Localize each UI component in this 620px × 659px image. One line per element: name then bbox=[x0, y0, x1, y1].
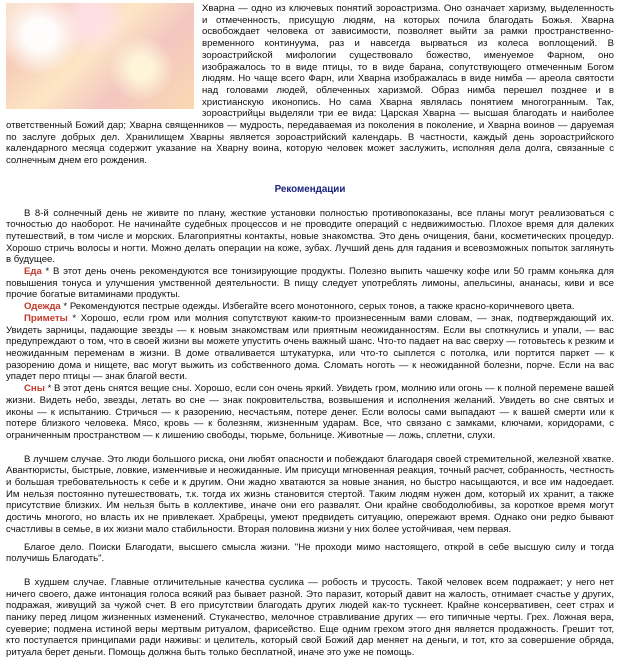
intro-paragraph: Хварна — одно из ключевых понятий зороастризма. Оно означает харизму, выделенность и отмеченность, присущую людям, на которых почила благодать Божья. Хварна освобождает человека от зависимости, позволяет выйти за рамки пространственно- временного континуума, раз и навсегда вырваться из колеса воплощений. В зороастрийской мифологии существовало божество, именуемое Фарном, оно изображалось то в виде птицы, то в виде барана, сопутствующего отмеченным Богом людям. Но чаще всего Фарн, или Хварна изображалась в виде нимба — ареола святости над головами людей, облеченных харизмой. Образ нимба перешел позднее и в христианскую иконопись. Но сама Хварна являлась понятием многогранным. Так, зороастрийцы выделяли три ее вида: Царская Хварна — высшая благодать и наиболее ответственный Божий дар; Хварна священников — мудрость, передаваемая из поколения в поколение, и Хварна воинов — даруемая по заслуге добрых дел. Хранилищем Хварны является зороастрийский календарь. В частности, каждый день зороастрийского календарного месяца содержит указание на Хварну воина, которую человек может заслужить, исполняя дела долга, связанные с солнечным днем его рождения. bbox=[6, 3, 614, 167]
clothing-text: * Рекомендуются пестрые одежды. Избегайте всего монотонного, серых тонов, а также красно-коричневого цвета. bbox=[60, 301, 575, 313]
clothing-paragraph bbox=[6, 301, 614, 313]
worst-case-paragraph: В худшем случае. Главные отличительные качества суслика — робость и трусость. Такой человек всем подражает; у него нет ничего своего, даже интонация голоса всякий раз бывает разной. Это паразит, который давит на жалость, отнимает счастье у других, подражая, живущий за чужой счет. В его присутствии благодать других людей как-то тускнеет. Крайне консервативен, сеет страх и панику перед лицом жизненных изменений. Стукачество, мелочное стравливание других — его типичные черты. Грех. Ложная вера, суеверие; подмена истиной веры мертвым ритуалом, фарисейство. Еще одним грехом этого дня является продажность. Грешит тот, кто поступается принципами ради наживы: и целитель, который свой Божий дар меняет на деньги, и тот, кто за совершение обряда, ритуала берет деньги. Помощь должна быть только бесплатной, иначе это уже не помощь. bbox=[6, 576, 614, 659]
food-text: * В этот день очень рекомендуются все тонизирующие продукты. Полезно выпить чашечку кофе или 50 грамм коньяка для повышения тонуса и улучшения умственной деятельности. В пищу следует употреблять лимоны, апельсины, ананасы, киви и все прочие богатые витаминами продукты. bbox=[6, 266, 614, 301]
clothing-label: Одежда bbox=[24, 301, 61, 313]
motto-paragraph: Благое дело. Поиски Благодати, высшего смысла жизни. "Не проходи мимо настоящего, открой в себе высшую силу и тогда получишь Благодать". bbox=[6, 541, 614, 565]
general-recommendations: В 8-й солнечный день не живите по плану, жесткие установки полностью противопоказаны, все планы могут реализоваться с точностью до наоборот. Не начинайте судебных процессов и не проводите операций с недвижимостью. Плохое время для далеких путешествий, в том числе и морских. Благоприятны контакты, новые знакомства. Это день очищения, бани, косметических процедур. Хорошо стричь волосы и ногти. Можно делать операции на коже, зубах. Лучший день для гадания и всевозможных попыток заглянуть в будущее. bbox=[6, 207, 614, 266]
omens-label: Приметы bbox=[24, 312, 68, 324]
food-paragraph bbox=[6, 266, 614, 301]
header-illustration bbox=[6, 3, 194, 109]
food-label: Еда bbox=[24, 266, 42, 278]
section-title: Рекомендации bbox=[274, 183, 346, 195]
omens-paragraph bbox=[6, 313, 614, 383]
best-case-paragraph: В лучшем случае. Это люди большого риска, они любят опасности и побеждают благодаря своей стремительной, железной хватке. Авантюристы, быстрые, ловкие, изменчивые и неожиданные. Им присущи мгновенная реакция, точный расчет, собранность, честность и большая требовательность к себе и к другим. Они жадно хватаются за новые знания, но быстро насыщаются, и все им надоедает. Им нельзя постоянно путешествовать, т.к. тогда их жизнь становится стертой. Таким людям нужен дом, который их хранит, а также присутствие близких. Им нельзя быть в коллективе, иначе они его развалят. Они крайне свободолюбивы, за короткое время могут достичь многого, но власть их не привлекает. Храбрецы, умеют предвидеть ситуацию, опережают время. Однако они редко бывают счастливы в семье, в их жизни мало стабильности. Вторая половина жизни у них более устойчивая, чем первая. bbox=[6, 453, 614, 535]
dreams-paragraph bbox=[6, 383, 614, 442]
omens-text: * Хорошо, если гром или молния сопутствуют каким-то произнесенным вами словам, — знак, подтверждающий их. Увидеть зарницы, падающие звезды — к новым знакомствам или приятным неожиданностям. Если вы споткнулись и упали, — вас предупреждают о том, что в своей жизни вы можете упустить очень важный шанс. Что-то падает на вас сверху — готовьтесь к резким и неожиданным переменам в жизни. В доме отваливается штукатурка, или что-то сыплется с потолка, или портится паркет — к разорению дома и нищете, вас могут выжить из собственного дома. Сломать ноготь — к неожиданной болезни, порче. Если на вас упадет перо птицы — знак благой вести. bbox=[6, 312, 614, 383]
dreams-label: Сны bbox=[24, 383, 45, 395]
dreams-text: * В этот день снятся вещие сны. Хорошо, если сон очень яркий. Увидеть гром, молнию или огонь — к полной перемене вашей жизни. Видеть небо, звезды, летать во сне — знак покровительства, возвышения и исполнения желаний. Увидеть во сне святых и иконы — к испытанию. Стричься — к разорению, несчастьям, потере денег. Если волосы сами выпадают — к вашей смерти или к потере близкого человека. Мясо, кровь — к болезням, жизненным ударам. Все, что связано с замками, ключами, коридорами, с ограниченным пространством — к лишению свободы, тюрьме, больнице. Животные — ложь, сплетни, слухи. bbox=[6, 383, 614, 441]
